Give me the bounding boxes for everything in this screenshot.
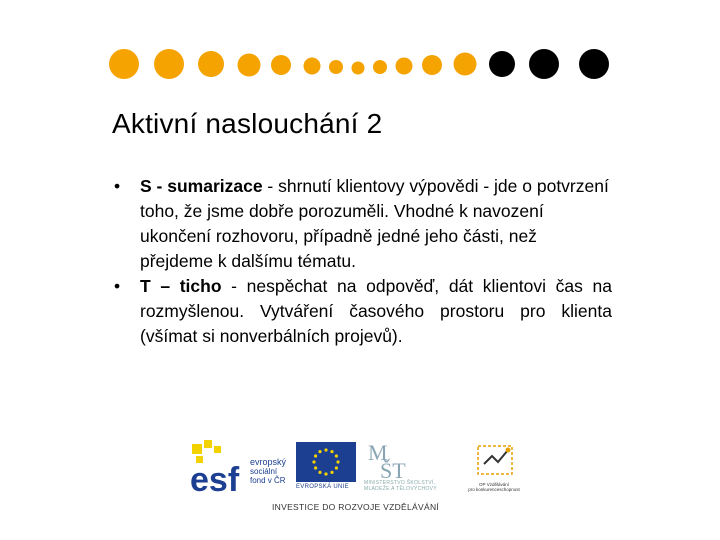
eu-label: EVROPSKÁ UNIE bbox=[296, 484, 349, 490]
footer-caption: INVESTICE DO ROZVOJE VZDĚLÁVÁNÍ bbox=[272, 502, 440, 512]
bullet-item-ticho bbox=[112, 274, 612, 349]
decorative-dot bbox=[352, 62, 365, 75]
eu-star-icon bbox=[324, 448, 327, 451]
msmt-label bbox=[364, 480, 437, 492]
eu-star-icon bbox=[318, 450, 321, 453]
decorative-dot bbox=[329, 60, 343, 74]
funding-logos bbox=[190, 436, 530, 526]
bullet-text: - nespěchat na odpověď, dát klientovi čas na rozmyšlenou. Vytváření časového prostoru pro klienta (všímat si nonverbálních projevů). bbox=[140, 276, 612, 346]
msmt-line: MINISTERSTVO ŠKOLSTVÍ, bbox=[364, 480, 436, 486]
eu-star-icon bbox=[335, 466, 338, 469]
op-line: OP Vzdělávání bbox=[479, 482, 509, 487]
decorative-dot bbox=[154, 49, 184, 79]
decorative-dot bbox=[422, 55, 442, 75]
eu-star-icon bbox=[314, 466, 317, 469]
eu-star-icon bbox=[336, 460, 339, 463]
bullet-term: T – ticho bbox=[140, 276, 222, 296]
decorative-dot bbox=[489, 51, 515, 77]
svg-text:M: M bbox=[368, 440, 388, 465]
decorative-dot-row bbox=[0, 0, 720, 100]
slide-title: Aktivní naslouchání 2 bbox=[112, 108, 383, 139]
decorative-dot bbox=[529, 49, 559, 79]
decorative-dot bbox=[238, 54, 261, 77]
decorative-dot bbox=[271, 55, 291, 75]
svg-text:esf: esf bbox=[190, 461, 240, 494]
bullet-list bbox=[112, 174, 612, 349]
eu-star-icon bbox=[324, 472, 327, 475]
bullet-item-sumarizace bbox=[112, 174, 612, 274]
msmt-line: MLÁDEŽE A TĚLOVÝCHOVY bbox=[364, 486, 437, 492]
eu-flag-icon bbox=[296, 442, 356, 482]
esf-logo-icon bbox=[190, 436, 250, 494]
op-label bbox=[462, 482, 526, 492]
svg-text:ŠT: ŠT bbox=[380, 458, 406, 480]
bullet-marker: • bbox=[114, 176, 121, 196]
bullet-marker: • bbox=[114, 276, 121, 296]
decorative-dot bbox=[109, 49, 139, 79]
eu-star-icon bbox=[335, 454, 338, 457]
decorative-dot bbox=[396, 58, 413, 75]
eu-star-icon bbox=[312, 460, 315, 463]
esf-line: sociální bbox=[250, 467, 278, 476]
decorative-dot bbox=[304, 58, 321, 75]
eu-star-icon bbox=[314, 454, 317, 457]
bullet-term: S - sumarizace bbox=[140, 176, 263, 196]
op-logo-icon bbox=[474, 440, 518, 480]
esf-line: fond v ČR bbox=[250, 476, 286, 485]
msmt-logo-icon bbox=[366, 440, 410, 480]
decorative-dot bbox=[579, 49, 609, 79]
esf-label bbox=[250, 458, 286, 485]
op-line: pro konkurenceschopnost bbox=[468, 487, 520, 492]
decorative-dot bbox=[454, 53, 477, 76]
esf-line: evropský bbox=[250, 457, 287, 467]
decorative-dot bbox=[373, 60, 387, 74]
eu-star-icon bbox=[330, 471, 333, 474]
eu-star-icon bbox=[318, 471, 321, 474]
decorative-dot bbox=[198, 51, 224, 77]
eu-star-icon bbox=[330, 450, 333, 453]
bullet-text: - shrnutí klientovy výpovědi - jde o potvrzení toho, že jsme dobře porozuměli. Vhodné k navození ukončení rozhovoru, případně jedné jeho části, než přejdeme k dalšímu tématu. bbox=[140, 176, 609, 271]
